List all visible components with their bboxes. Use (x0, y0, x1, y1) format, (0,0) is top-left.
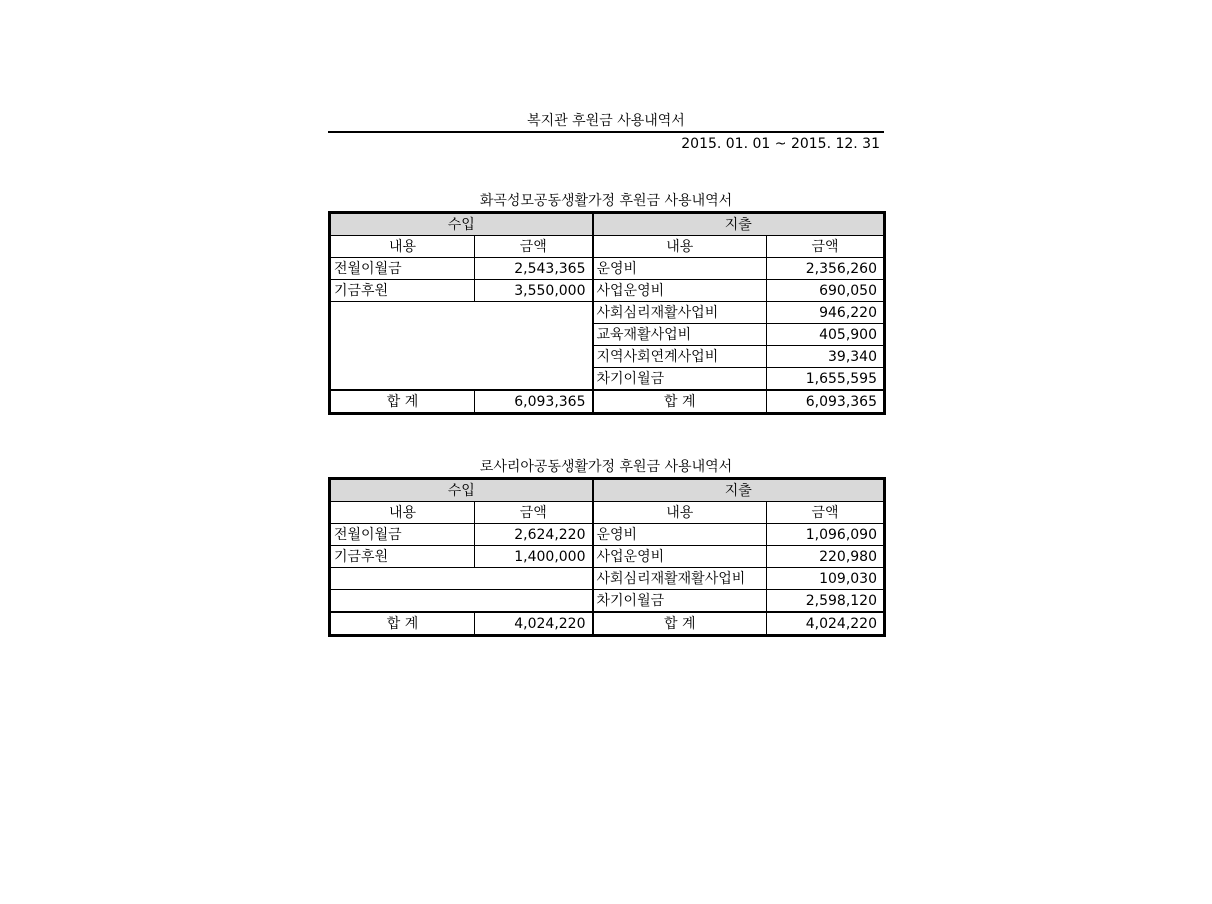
income-total-amount: 6,093,365 (475, 390, 593, 414)
document-title: 복지관 후원금 사용내역서 (527, 113, 685, 129)
total-row (330, 390, 885, 414)
expense-amount-col-header: 금액 (767, 236, 885, 258)
income-amount-col-header: 금액 (475, 502, 593, 524)
column-header-row (330, 236, 885, 258)
total-row (330, 612, 885, 636)
expense-total-label: 합 계 (593, 390, 767, 414)
table-row (330, 302, 885, 324)
income-amount: 2,543,365 (475, 258, 593, 280)
income-item: 전월이월금 (330, 524, 475, 546)
expense-item: 사회심리재활사업비 (593, 302, 767, 324)
income-total-label: 합 계 (330, 612, 475, 636)
expense-item: 사업운영비 (593, 280, 767, 302)
income-total-label: 합 계 (330, 390, 475, 414)
expense-header: 지출 (593, 213, 885, 236)
expense-item-col-header: 내용 (593, 236, 767, 258)
expense-amount: 220,980 (767, 546, 885, 568)
table-row (330, 546, 885, 568)
expense-amount: 690,050 (767, 280, 885, 302)
expense-item: 차기이월금 (593, 590, 767, 613)
income-amount: 2,624,220 (475, 524, 593, 546)
income-header: 수입 (330, 479, 593, 502)
income-header: 수입 (330, 213, 593, 236)
title-divider (328, 131, 884, 133)
income-total-amount: 4,024,220 (475, 612, 593, 636)
income-item-col-header: 내용 (330, 236, 475, 258)
expense-item: 차기이월금 (593, 368, 767, 391)
table-row (330, 590, 885, 613)
expense-item: 지역사회연계사업비 (593, 346, 767, 368)
expense-amount: 109,030 (767, 568, 885, 590)
expense-item: 운영비 (593, 258, 767, 280)
expense-amount: 405,900 (767, 324, 885, 346)
income-amount: 1,400,000 (475, 546, 593, 568)
section-title-hwagok: 화곡성모공동생활가정 후원금 사용내역서 (479, 193, 733, 209)
expense-amount: 39,340 (767, 346, 885, 368)
income-item-col-header: 내용 (330, 502, 475, 524)
table-row (330, 524, 885, 546)
expense-item: 사업운영비 (593, 546, 767, 568)
expense-amount-col-header: 금액 (767, 502, 885, 524)
ledger-table-rosaria (328, 477, 886, 637)
expense-amount: 1,655,595 (767, 368, 885, 391)
expense-item-col-header: 내용 (593, 502, 767, 524)
group-header-row (330, 479, 885, 502)
table-row (330, 568, 885, 590)
income-amount-col-header: 금액 (475, 236, 593, 258)
expense-amount: 2,598,120 (767, 590, 885, 613)
expense-amount: 2,356,260 (767, 258, 885, 280)
income-empty-cell (330, 302, 593, 391)
section-title-rosaria: 로사리아공동생활가정 후원금 사용내역서 (479, 459, 733, 475)
expense-item: 운영비 (593, 524, 767, 546)
table-row (330, 280, 885, 302)
income-empty-cell (330, 590, 593, 613)
income-empty-cell (330, 568, 593, 590)
column-header-row (330, 502, 885, 524)
expense-amount: 1,096,090 (767, 524, 885, 546)
income-item: 전월이월금 (330, 258, 475, 280)
report-period: 2015. 01. 01 ~ 2015. 12. 31 (681, 136, 880, 152)
expense-header: 지출 (593, 479, 885, 502)
expense-total-amount: 4,024,220 (767, 612, 885, 636)
group-header-row (330, 213, 885, 236)
expense-total-amount: 6,093,365 (767, 390, 885, 414)
expense-amount: 946,220 (767, 302, 885, 324)
income-item: 기금후원 (330, 546, 475, 568)
income-item: 기금후원 (330, 280, 475, 302)
income-amount: 3,550,000 (475, 280, 593, 302)
table-row (330, 258, 885, 280)
ledger-table-hwagok (328, 211, 886, 415)
expense-total-label: 합 계 (593, 612, 767, 636)
expense-item: 사회심리재활재활사업비 (593, 568, 767, 590)
expense-item: 교육재활사업비 (593, 324, 767, 346)
